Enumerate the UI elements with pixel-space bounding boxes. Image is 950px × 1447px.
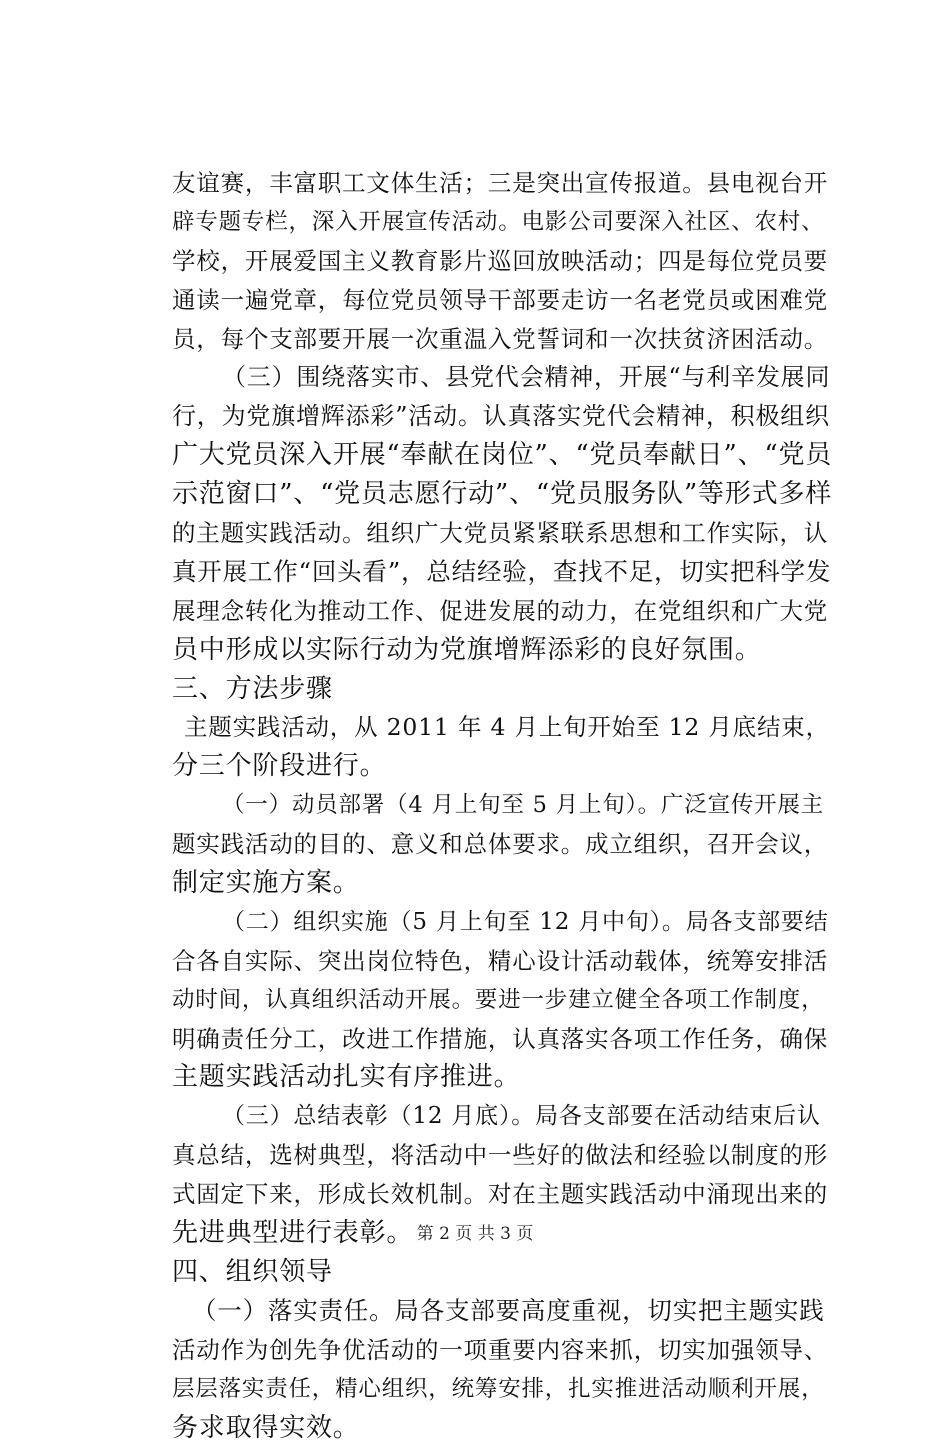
text-line: 学校，开展爱国主义教育影片巡回放映活动；四是每位党员要 [172, 242, 832, 281]
text-line: 员中形成以实际行动为党旗增辉添彩的良好氛围。 [172, 631, 832, 670]
text-line: 展理念转化为推动工作、促进发展的动力，在党组织和广大党 [172, 592, 832, 631]
text-line: 明确责任分工，改进工作措施，认真落实各项工作任务，确保 [172, 1020, 832, 1059]
text-line: 务求取得实效。 [172, 1409, 832, 1447]
page-footer: 第 2 页 共 3 页 [0, 1224, 950, 1244]
text-line: 广大党员深入开展“奉献在岗位”、“党员奉献日”、“党员 [172, 436, 832, 475]
text-line: 主题实践活动扎实有序推进。 [172, 1058, 832, 1097]
text-line: 层层落实责任，精心组织，统筹安排，扎实推进活动顺利开展， [172, 1370, 832, 1409]
text-line: 辟专题专栏，深入开展宣传活动。电影公司要深入社区、农村、 [172, 203, 832, 242]
text-line: 示范窗口”、“党员志愿行动”、“党员服务队”等形式多样 [172, 475, 832, 514]
paragraph-start: （一）动员部署（4 月上旬至 5 月上旬）。广泛宣传开展主 [172, 786, 832, 825]
document-body [172, 164, 832, 1447]
text-line: 行，为党旗增辉添彩”活动。认真落实党代会精神，积极组织 [172, 397, 832, 436]
paragraph-start: （二）组织实施（5 月上旬至 12 月中旬）。局各支部要结 [172, 903, 832, 942]
text-line: 式固定下来，形成长效机制。对在主题实践活动中涌现出来的 [172, 1175, 832, 1214]
text-line: 题实践活动的目的、意义和总体要求。成立组织，召开会议， [172, 825, 832, 864]
section-heading: 四、组织领导 [172, 1253, 832, 1292]
section-heading: 三、方法步骤 [172, 670, 832, 709]
text-line: 活动作为创先争优活动的一项重要内容来抓，切实加强领导、 [172, 1331, 832, 1370]
text-line: 友谊赛，丰富职工文体生活；三是突出宣传报道。县电视台开 [172, 164, 832, 203]
text-line: 真总结，选树典型，将活动中一些好的做法和经验以制度的形 [172, 1136, 832, 1175]
paragraph-start: 主题实践活动，从 2011 年 4 月上旬开始至 12 月底结束， [172, 708, 832, 747]
text-line: 员，每个支部要开展一次重温入党誓词和一次扶贫济困活动。 [172, 320, 832, 359]
text-line: 分三个阶段进行。 [172, 747, 832, 786]
section-paragraph-start: （三）围绕落实市、县党代会精神，开展“与利辛发展同 [172, 358, 832, 397]
text-line: 合各自实际、突出岗位特色，精心设计活动载体，统筹安排活 [172, 942, 832, 981]
text-line: 制定实施方案。 [172, 864, 832, 903]
text-line: 真开展工作“回头看”，总结经验，查找不足，切实把科学发 [172, 553, 832, 592]
text-line: 的主题实践活动。组织广大党员紧紧联系思想和工作实际，认 [172, 514, 832, 553]
text-line: 通读一遍党章，每位党员领导干部要走访一名老党员或困难党 [172, 281, 832, 320]
text-line: 先进典型进行表彰。 [172, 1214, 832, 1253]
paragraph-start: （一）落实责任。局各支部要高度重视，切实把主题实践 [172, 1292, 832, 1331]
paragraph-start: （三）总结表彰（12 月底）。局各支部要在活动结束后认 [172, 1097, 832, 1136]
text-line: 动时间，认真组织活动开展。要进一步建立健全各项工作制度， [172, 981, 832, 1020]
